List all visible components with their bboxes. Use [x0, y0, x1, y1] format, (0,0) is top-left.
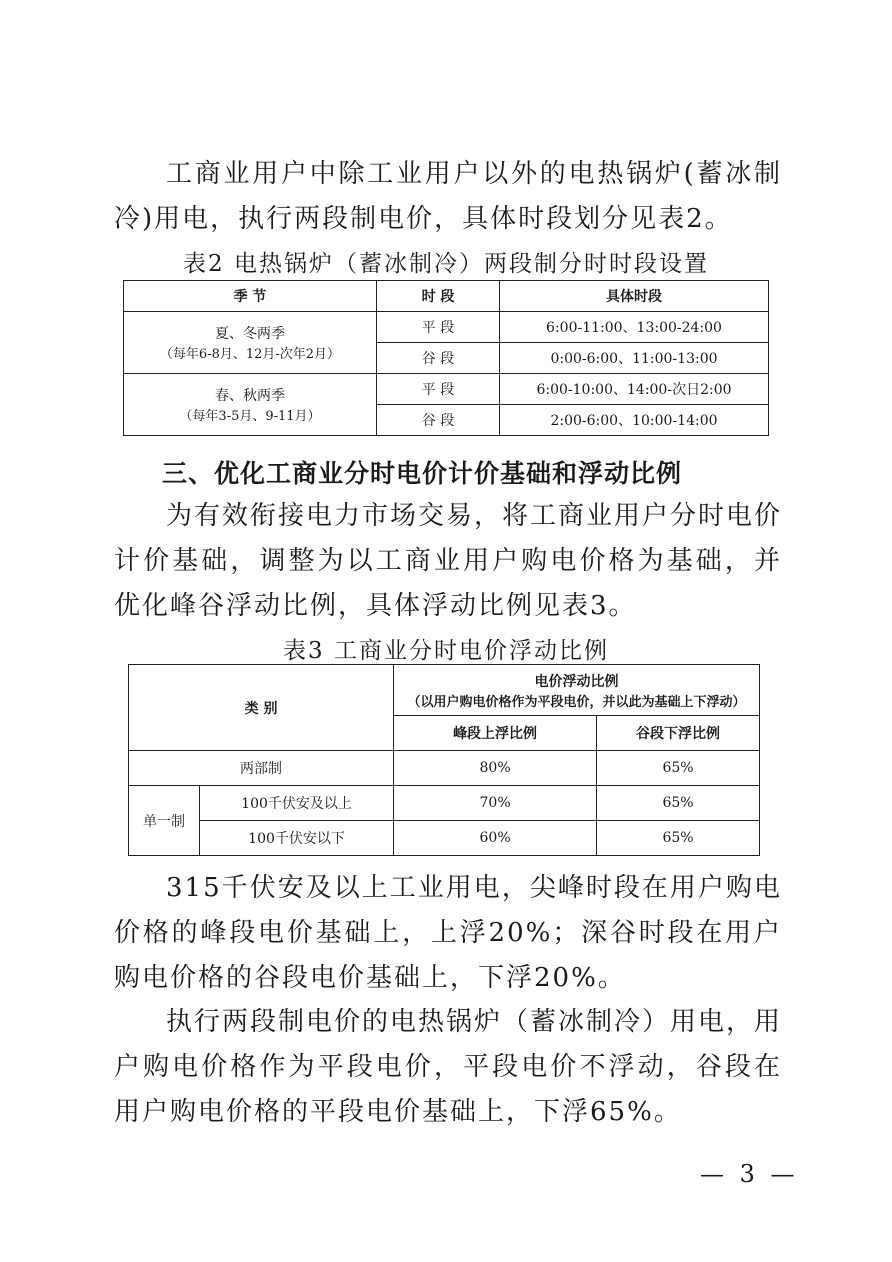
intro-paragraph: 工商业用户中除工业用户以外的电热锅炉(蓄冰制冷)用电，执行两段制电价，具体时段划分见表2。 — [114, 159, 782, 234]
table2-caption: 表2 电热锅炉（蓄冰制冷）两段制分时时段设置 — [183, 251, 709, 277]
float-title: 电价浮动比例 — [534, 673, 619, 690]
page-number: — 3 — — [700, 1160, 799, 1188]
t3-peak-value: 70% — [394, 786, 597, 821]
t3-peak-value: 80% — [394, 751, 597, 786]
table3 — [128, 664, 760, 856]
t2-period: 谷 段 — [377, 343, 500, 374]
season-label: 春、秋两季 — [215, 388, 285, 404]
t3-header-float — [394, 665, 760, 716]
t3-single-label: 单一制 — [129, 786, 200, 856]
season-note: （每年6-8月、12月-次年2月） — [159, 347, 341, 362]
season-label: 夏、冬两季 — [215, 326, 285, 342]
t2-season-summer-winter — [124, 312, 377, 374]
closing-paragraph-1: 315千伏安及以上工业用电，尖峰时段在用户购电价格的峰段电价基础上，上浮20%；深谷时段在用户购电价格的谷段电价基础上，下浮20%。 — [114, 873, 782, 993]
t2-period: 谷 段 — [377, 405, 500, 436]
t3-valley-value: 65% — [597, 751, 760, 786]
t2-time: 6:00-10:00、14:00-次日2:00 — [500, 374, 769, 405]
section3-heading: 三、优化工商业分时电价计价基础和浮动比例 — [162, 459, 683, 488]
t3-two-part-label: 两部制 — [129, 751, 394, 786]
float-note: （以用户购电价格作为平段电价，并以此为基础上下浮动） — [407, 694, 746, 710]
t3-single-sub-label: 100千伏安及以上 — [200, 786, 394, 821]
t3-header-valley: 谷段下浮比例 — [597, 716, 760, 751]
t3-single-sub-label: 100千伏安以下 — [200, 821, 394, 856]
table2 — [123, 280, 769, 436]
t2-season-spring-autumn — [124, 374, 377, 436]
t2-header-period: 时 段 — [377, 281, 500, 312]
season-note: （每年3-5月、9-11月） — [179, 409, 321, 424]
t2-time: 6:00-11:00、13:00-24:00 — [500, 312, 769, 343]
t2-time: 2:00-6:00、10:00-14:00 — [500, 405, 769, 436]
table3-caption: 表3 工商业分时电价浮动比例 — [283, 638, 609, 664]
t3-valley-value: 65% — [597, 786, 760, 821]
t2-period: 平 段 — [377, 312, 500, 343]
t2-header-time: 具体时段 — [500, 281, 769, 312]
t2-period: 平 段 — [377, 374, 500, 405]
t3-header-category: 类 别 — [129, 665, 394, 751]
section3-paragraph: 为有效衔接电力市场交易，将工商业用户分时电价计价基础，调整为以工商业用户购电价格为基础，并优化峰谷浮动比例，具体浮动比例见表3。 — [114, 501, 783, 621]
t3-peak-value: 60% — [394, 821, 597, 856]
t3-header-peak: 峰段上浮比例 — [394, 716, 597, 751]
t2-header-season: 季 节 — [124, 281, 377, 312]
t2-time: 0:00-6:00、11:00-13:00 — [500, 343, 769, 374]
t3-valley-value: 65% — [597, 821, 760, 856]
closing-paragraph-2: 执行两段制电价的电热锅炉（蓄冰制冷）用电，用户购电价格作为平段电价，平段电价不浮动，谷段在用户购电价格的平段电价基础上，下浮65%。 — [114, 1007, 783, 1127]
